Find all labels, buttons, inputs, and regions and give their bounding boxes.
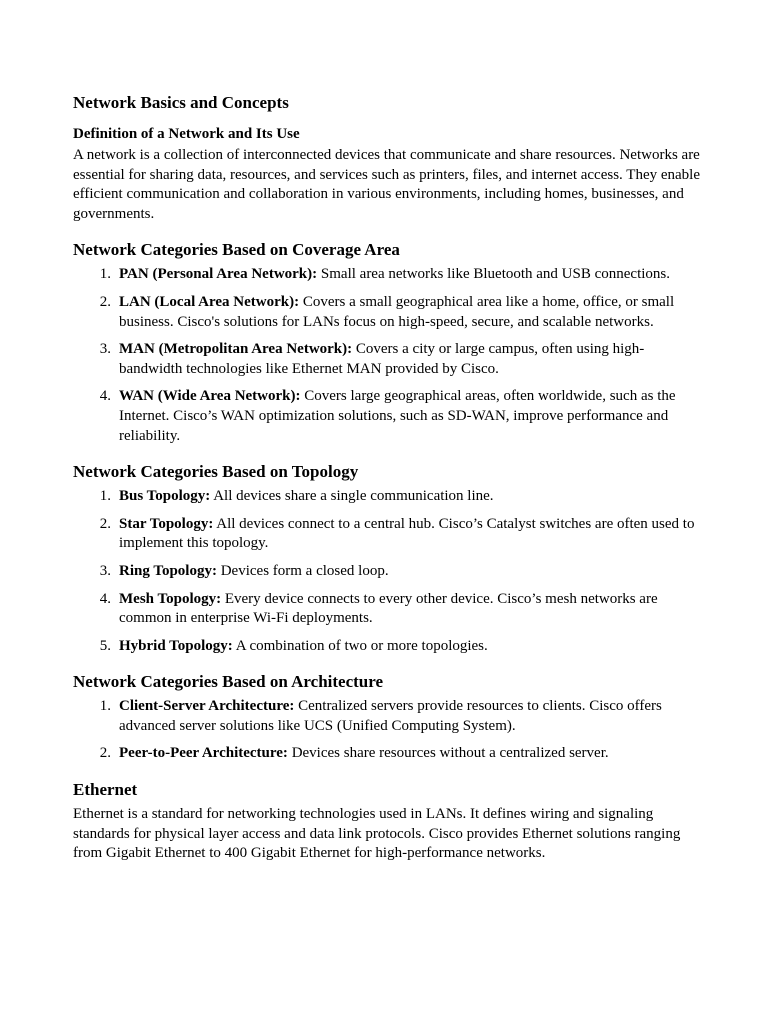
list-number: 4. xyxy=(99,590,111,607)
list-term: MAN (Metropolitan Area Network): xyxy=(119,341,353,358)
list-number: 3. xyxy=(99,562,111,579)
list-item xyxy=(73,387,701,446)
list-item xyxy=(73,340,701,379)
list-text: Centralized servers provide resources to clients. Cisco offers advanced server solutions like UCS (Unified Computing System). xyxy=(119,698,662,734)
list-number: 1. xyxy=(99,488,111,505)
list-item xyxy=(73,487,701,507)
list-text: A combination of two or more topologies. xyxy=(232,637,488,654)
list-term: Bus Topology: xyxy=(119,488,211,505)
list-item xyxy=(73,697,701,736)
list-term: Client-Server Architecture: xyxy=(119,698,295,715)
list-term: LAN (Local Area Network): xyxy=(119,293,300,310)
list-number: 2. xyxy=(99,745,111,762)
section-heading-coverage-area: Network Categories Based on Coverage Area xyxy=(73,240,400,260)
list-text: Covers large geographical areas, often worldwide, such as the Internet. Cisco’s WAN optimization solutions, such as SD-WAN, improve performance and reliability. xyxy=(119,388,676,444)
list-number: 1. xyxy=(99,698,111,715)
ethernet-paragraph: Ethernet is a standard for networking technologies used in LANs. It defines wiring and signaling standards for physical layer access and data link protocols. Cisco provides Ethernet solutions ranging from Gigabit Ethernet to 400 Gigabit Ethernet for high-performance networks. xyxy=(73,806,681,862)
list-term: Star Topology: xyxy=(119,515,214,532)
list-text: Covers a city or large campus, often using high-bandwidth technologies like Ethernet MAN provided by Cisco. xyxy=(119,341,645,377)
document-title: Network Basics and Concepts xyxy=(73,93,289,112)
list-term: Mesh Topology: xyxy=(119,590,222,607)
list-number: 5. xyxy=(99,637,111,654)
list-number: 2. xyxy=(99,515,111,532)
list-text: Devices share resources without a centralized server. xyxy=(287,745,609,762)
list-text: All devices connect to a central hub. Cisco’s Catalyst switches are often used to implement this topology. xyxy=(119,515,695,552)
topology-list xyxy=(73,487,701,656)
coverage-area-list xyxy=(73,265,701,446)
list-item xyxy=(73,590,701,629)
list-text: All devices share a single communication line. xyxy=(210,488,494,505)
list-number: 1. xyxy=(99,266,111,283)
document-page xyxy=(73,91,701,864)
section-heading-ethernet: Ethernet xyxy=(73,780,138,800)
list-item xyxy=(73,293,701,332)
section-heading-architecture: Network Categories Based on Architecture xyxy=(73,672,384,692)
list-term: PAN (Personal Area Network): xyxy=(119,266,318,283)
list-item xyxy=(73,744,701,764)
list-term: Hybrid Topology: xyxy=(119,637,233,654)
list-term: Ring Topology: xyxy=(119,562,217,579)
list-text: Devices form a closed loop. xyxy=(216,562,389,579)
list-number: 2. xyxy=(99,293,111,310)
list-text: Every device connects to every other device. Cisco’s mesh networks are common in enterprise Wi-Fi deployments. xyxy=(119,590,658,627)
list-item xyxy=(73,562,701,582)
list-term: Peer-to-Peer Architecture: xyxy=(119,745,288,762)
intro-paragraph: A network is a collection of interconnected devices that communicate and share resources. Networks are essential for sharing data, resources, and services such as printers, files, and internet access. They enable efficient communication and collaboration in various environments, including homes, businesses, and governments. xyxy=(73,147,700,222)
section-heading-topology: Network Categories Based on Topology xyxy=(73,462,359,482)
list-number: 3. xyxy=(99,341,111,358)
list-term: WAN (Wide Area Network): xyxy=(119,388,301,405)
list-item xyxy=(73,515,701,554)
list-text: Covers a small geographical area like a home, office, or small business. Cisco's solutions for LANs focus on high-speed, secure, and scalable networks. xyxy=(119,293,675,330)
list-number: 4. xyxy=(99,388,111,405)
architecture-list xyxy=(73,697,701,764)
list-text: Small area networks like Bluetooth and USB connections. xyxy=(317,266,671,283)
list-item xyxy=(73,637,701,657)
list-item xyxy=(73,265,701,285)
section-subtitle: Definition of a Network and Its Use xyxy=(73,126,300,142)
